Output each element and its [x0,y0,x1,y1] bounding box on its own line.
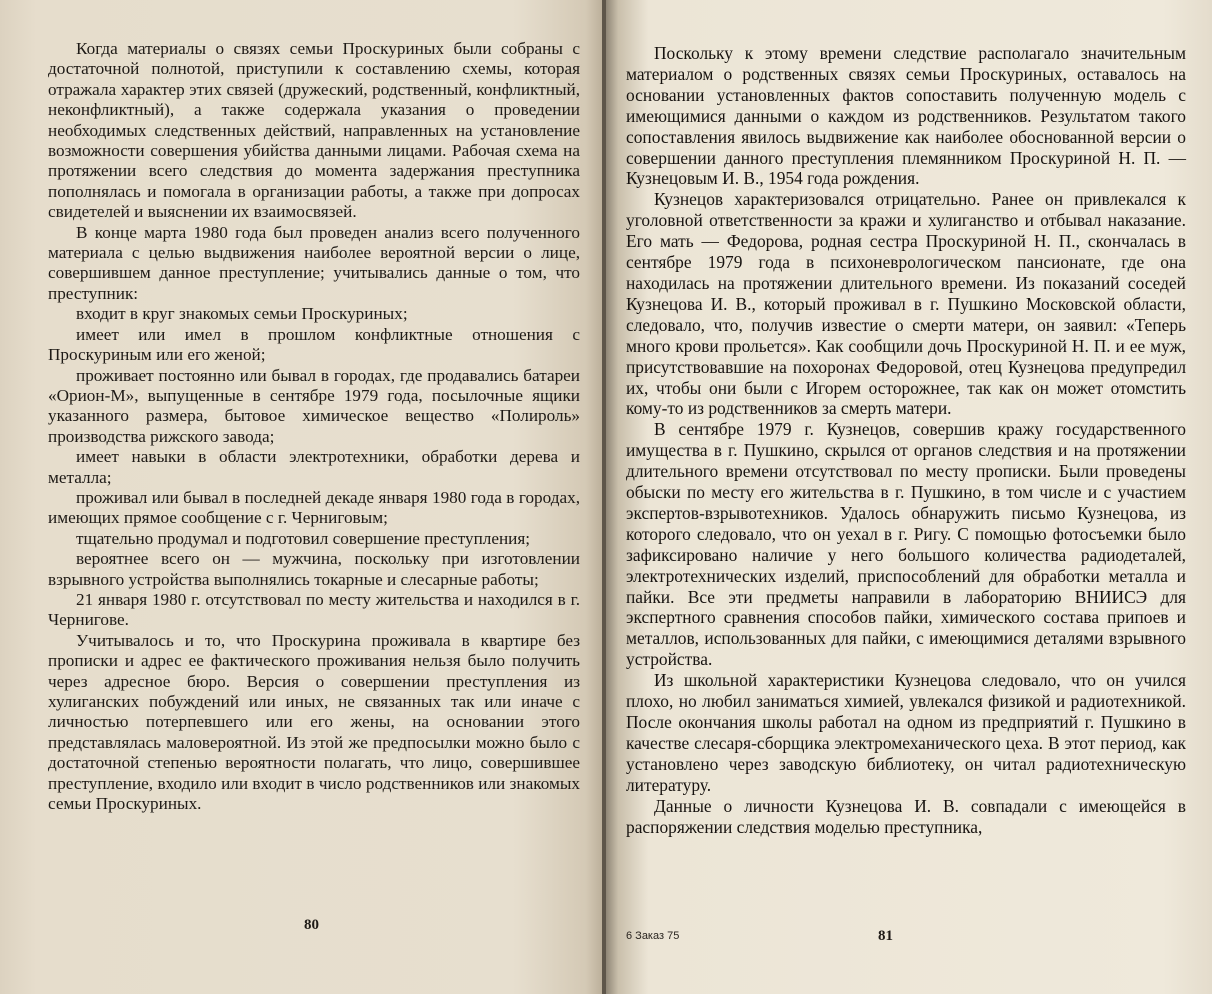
left-page [0,0,604,994]
paragraph: Поскольку к этому времени следствие располагало значительным материалом о родственных связях семьи Проскуриных, оставалось на основании установленных фактов сопоставить полученную модель с имеющимися данными о каждом из родственников. Результатом такого сопоставления явилось выдвижение как наиболее обоснованной версии о совершении данного преступления племянником Проскуриной Н. П. — Кузнецовым И. В., 1954 года рождения. [626,43,1186,189]
paragraph: В сентябре 1979 г. Кузнецов, совершив кражу государственного имущества в г. Пушкино, скрылся от органов следствия и на протяжении длительного времени отсутствовал по месту прописки. Были проведены обыски по месту его жительства в г. Пушкино, в том числе и с участием экспертов-взрывотехников. Удалось обнаружить письмо Кузнецова, из которого следовало, что он уехал в г. Ригу. С помощью фотосъемки было зафиксировано наличие у него большого количества радиодеталей, электротехнических изделий, приспособлений для обработки металла и пайки. Все эти предметы направили в лабораторию ВНИИСЭ для экспертного сравнения способов пайки, химического состава припоев и металлов, использованных для пайки, с имеющимися деталями взрывного устройства. [626,419,1186,670]
paragraph: Данные о личности Кузнецова И. В. совпадали с имеющейся в распоряжении следствия моделью преступника, [626,795,1186,837]
list-item: имеет или имел в прошлом конфликтные отношения с Проскуриным или его женой; [48,324,580,365]
list-item: 21 января 1980 г. отсутствовал по месту жительства и находился в г. Чернигове. [48,589,580,630]
right-page [606,0,1212,994]
left-page-text [48,39,580,814]
list-item: проживает постоянно или бывал в городах, где продавались батареи «Орион-М», выпущенные в сентябре 1979 года, посылочные ящики указанного размера, бытовое химическое вещество «Полироль» производства рижского завода; [48,365,580,446]
paragraph: Когда материалы о связях семьи Проскуриных были собраны с достаточной полнотой, приступили к составлению схемы, которая отражала характер этих связей (дружеский, родственный, конфликтный, неконфликтный), а также содержала указания о проведении необходимых следственных действий, направленных на установление возможности совершения убийства данными лицами. Рабочая схема на протяжении всего следствия до момента задержания преступника пополнялась и помогала в организации работы, а также при допросах свидетелей и выяснении их взаимосвязей. [48,39,580,222]
printer-signature: 6 Заказ 75 [626,930,680,942]
paragraph: Учитывалось и то, что Проскурина проживала в квартире без прописки и адрес ее фактического проживания нельзя было получить через адресное бюро. Версия о совершении преступления из хулиганских побуждений или иных, не связанных так или иначе с личностью потерпевшего или его жены, на основании этого представлялась маловероятной. Из этой же предпосылки можно было с достаточной степенью вероятности полагать, что лицо, совершившее преступление, входило или входит в число родственников или знакомых семьи Проскуриных. [48,630,580,814]
right-page-text [626,43,1186,837]
paragraph: Из школьной характеристики Кузнецова следовало, что он учился плохо, но любил заниматься химией, увлекался физикой и радиотехникой. После окончания школы работал на одном из предприятий г. Пушкино в качестве слесаря-сборщика электромеханического цеха. В этот период, как установлено через заводскую библиотеку, он читал радиотехническую литературу. [626,670,1186,795]
list-item: вероятнее всего он — мужчина, поскольку при изготовлении взрывного устройства выполнялись токарные и слесарные работы; [48,549,580,589]
paragraph: В конце марта 1980 года был проведен анализ всего полученного материала с целью выдвижения наиболее вероятной версии о лице, совершившем данное преступление; учитывались данные о том, что преступник: [48,222,580,303]
list-item: имеет навыки в области электротехники, обработки дерева и металла; [48,447,580,487]
page-number-right: 81 [878,928,893,944]
page-number-left: 80 [304,917,319,933]
list-item: входит в круг знакомых семьи Проскуриных; [76,304,408,324]
paragraph: Кузнецов характеризовался отрицательно. Ранее он привлекался к уголовной ответственности за кражи и хулиганство и отбывал наказание. Его мать — Федорова, родная сестра Проскуриной Н. П., скончалась в сентябре 1979 года в психоневрологическом пансионате, где она находилась на протяжении длительного времени. Из показаний соседей Кузнецова И. В., который проживал в г. Пушкино Московской области, следовало, что, получив известие о смерти матери, он заявил: «Теперь много крови прольется». Как сообщили дочь Проскуриной Н. П. и ее муж, присутствовавшие на похоронах Федоровой, отец Кузнецова предупредил их, чтобы они были с Игорем осторожнее, так как он может отомстить кому-то из родственников за смерть матери. [626,189,1186,419]
list-item: тщательно продумал и подготовил совершение преступления; [76,528,531,548]
list-item: проживал или бывал в последней декаде января 1980 года в городах, имеющих прямое сообщение с г. Черниговым; [48,487,580,528]
